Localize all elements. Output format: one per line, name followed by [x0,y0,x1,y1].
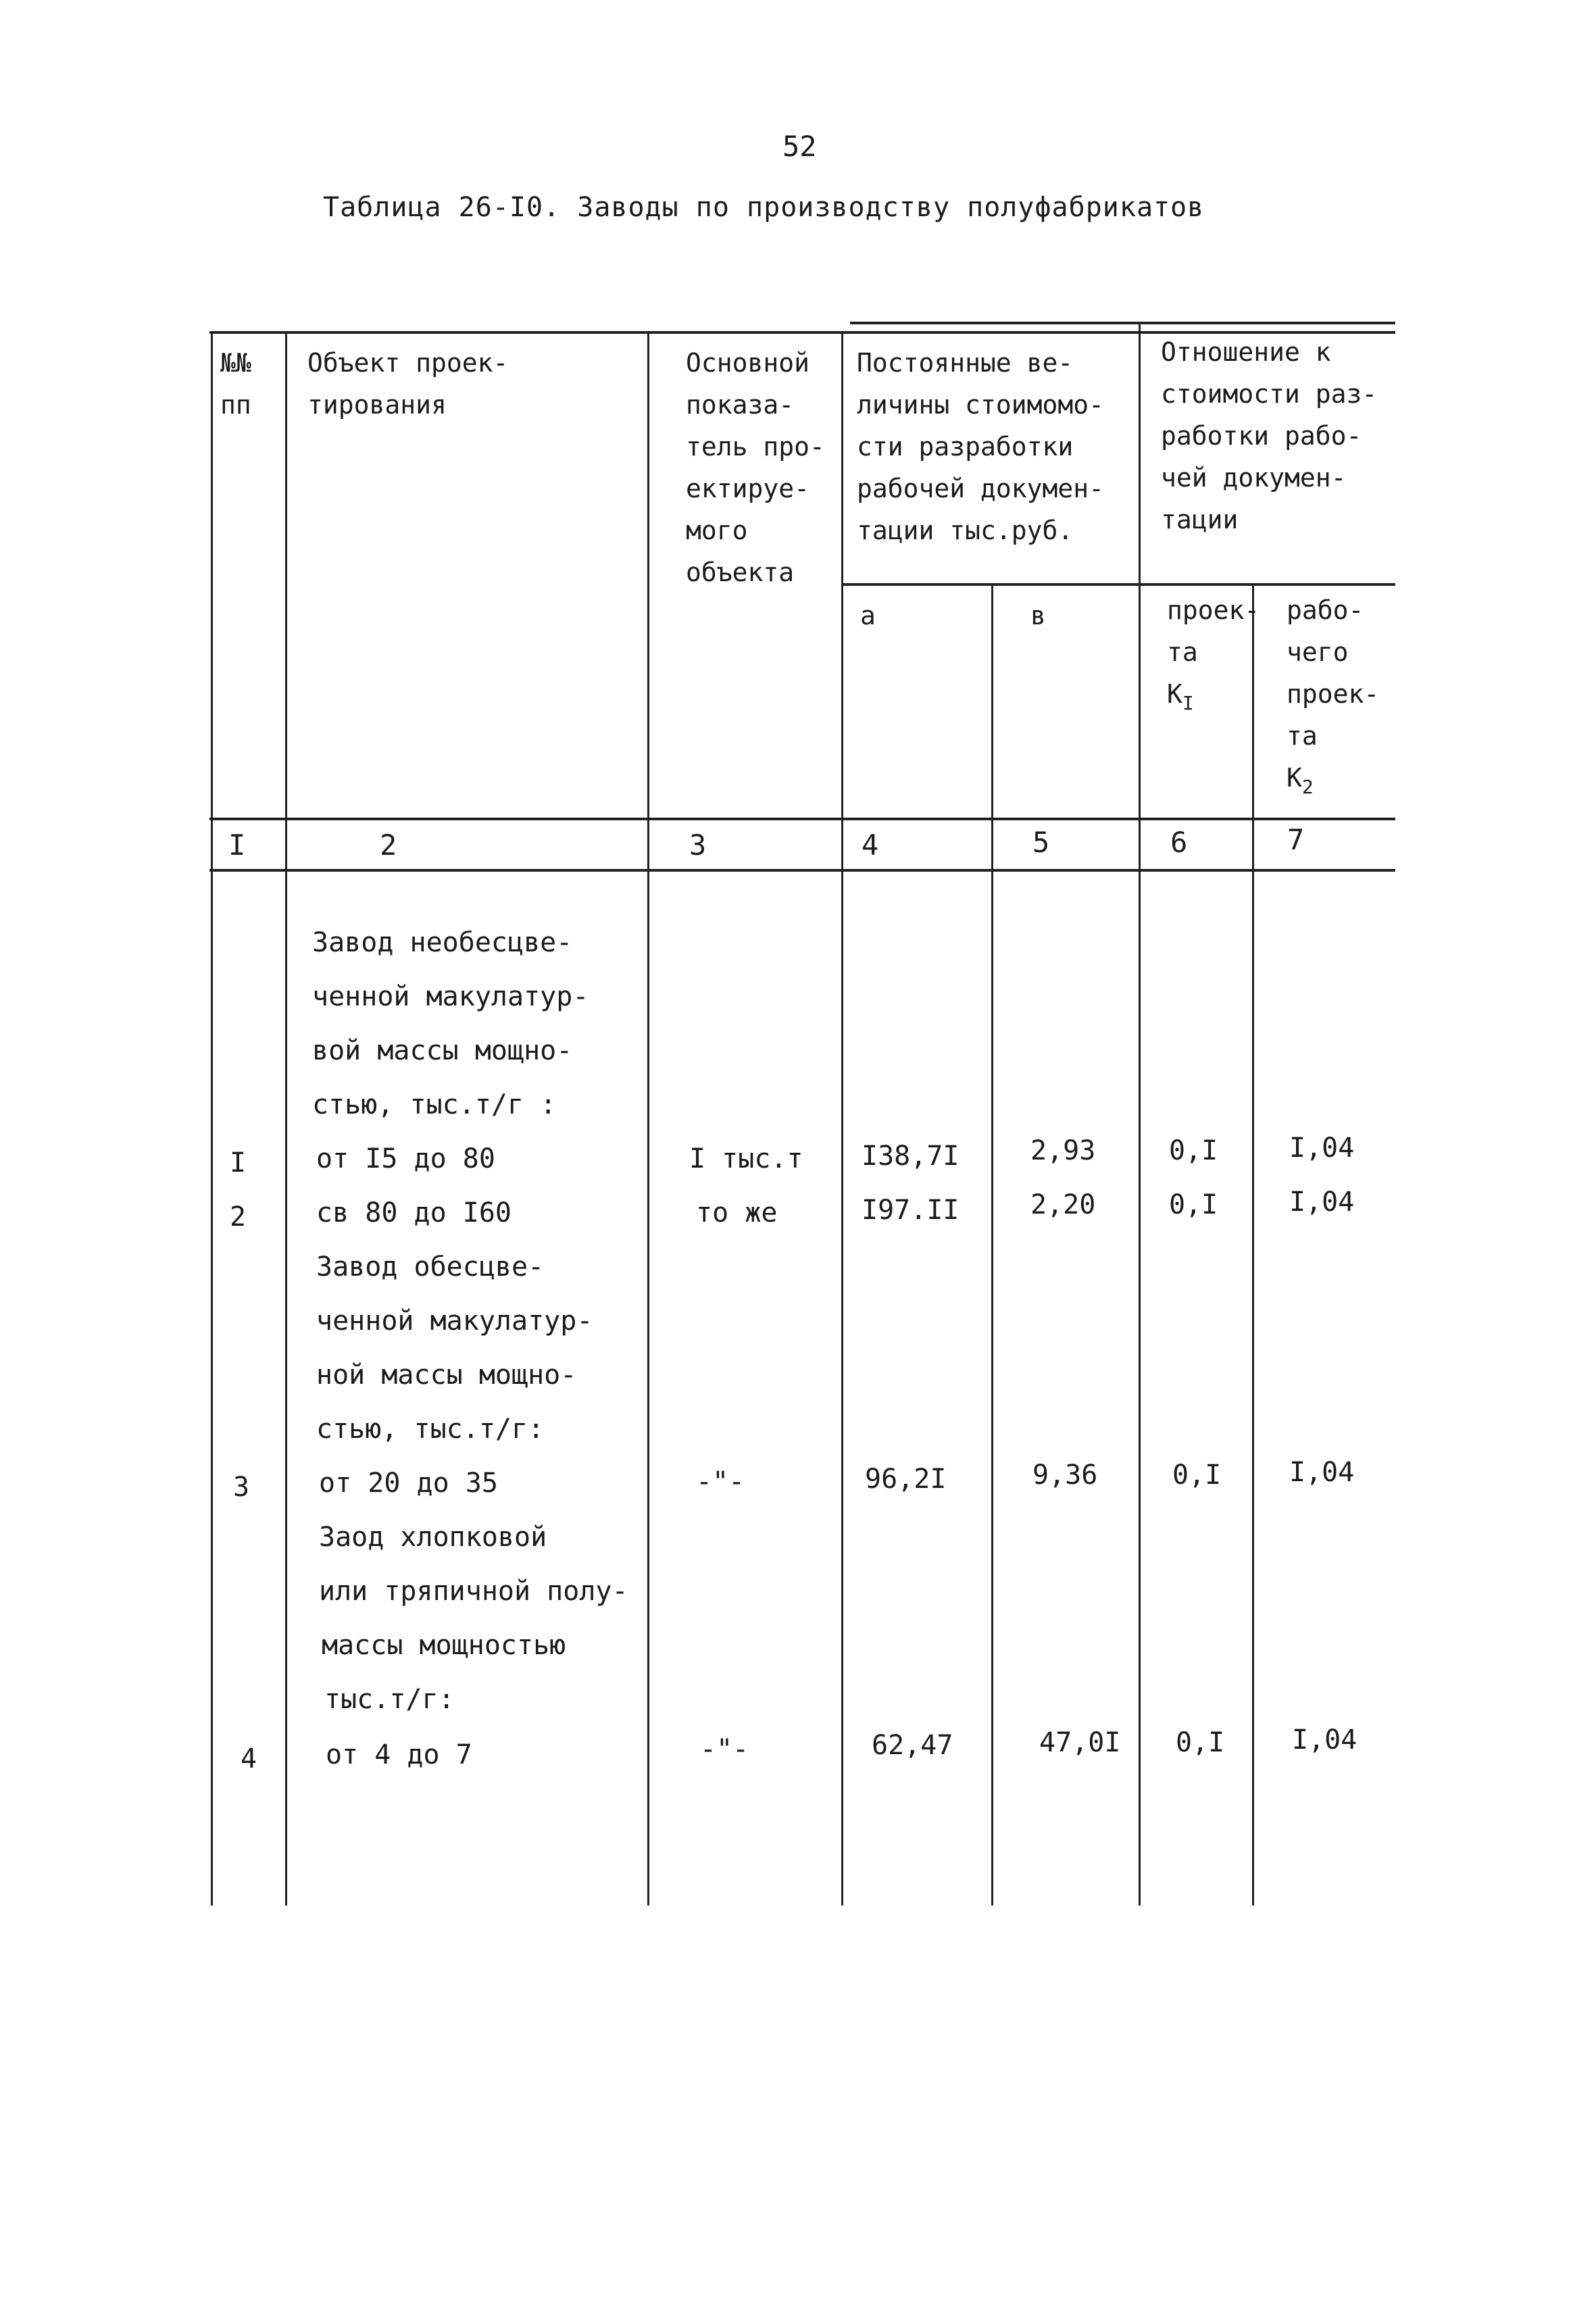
row-4-basis: -"- [700,1734,749,1765]
row-4-number: 4 [241,1743,257,1774]
header-bottom-border [209,818,1395,820]
row-3-k2: I,04 [1289,1457,1355,1488]
group-1-line-2: ченной макулатур- [312,981,589,1012]
row-1-k1: 0,I [1169,1135,1218,1166]
header-subdivider [841,583,1395,586]
group-3-line-4: тыс.т/г: [324,1684,455,1715]
col-number-3: 3 [689,828,707,862]
group-1-line-4: стью, тыс.т/г : [312,1089,557,1120]
row-3-value-a: 96,2I [865,1464,947,1495]
header-col-5: в [1030,601,1046,630]
row-2-k1: 0,I [1169,1189,1218,1220]
row-3-basis: -"- [696,1466,745,1497]
row-2-value-b: 2,20 [1030,1189,1096,1220]
col-number-1: I [228,828,246,862]
group-3-line-1: Заод хлопковой [319,1522,547,1553]
row-1-value-b: 2,93 [1030,1135,1096,1166]
header-col-3: Основной показа- тель про- ектируе- мого объекта [686,348,825,587]
group-2-line-1: Завод обесцве- [316,1251,545,1283]
header-col-6-symbol: К [1167,679,1182,709]
row-1-basis: I тыс.т [689,1143,803,1174]
header-col-6-7: Отношение к стоимости раз- работки рабо- чей докумен- тации [1161,337,1378,534]
col-line-4 [991,583,993,1906]
row-2-k2: I,04 [1289,1187,1355,1218]
group-2-line-4: стью, тыс.т/г: [316,1414,545,1445]
col-number-2: 2 [380,828,397,862]
col-line-6 [1252,583,1254,1906]
row-2-value-a: I97.II [862,1195,959,1226]
row-3-value-b: 9,36 [1032,1460,1098,1491]
header-col-4-5: Постоянные ве- личины стоимомо- сти разработки рабочей докумен- тации тыс.руб. [857,348,1105,545]
row-4-value-b: 47,0I [1039,1727,1121,1758]
row-3-number: 3 [233,1472,250,1503]
header-col-6-text: проек- та [1167,595,1260,667]
group-3-line-3: массы мощностью [322,1630,566,1661]
row-1-number: I [230,1147,247,1178]
table-title: Таблица 26-I0. Заводы по производству полуфабрикатов [323,192,1205,223]
row-1-name: от I5 до 80 [316,1143,495,1174]
group-2-line-2: ченной макулатур- [316,1305,593,1337]
header-col-7-symbol: К [1287,763,1302,793]
header-col-1: №№ пп [220,348,251,420]
row-2-number: 2 [230,1201,247,1233]
row-4-k1: 0,I [1176,1727,1225,1758]
row-4-name: от 4 до 7 [326,1739,472,1770]
row-1-k2: I,04 [1289,1132,1355,1164]
col-line-3 [841,331,843,1906]
header-col-7-text: рабо- чего проек- та [1287,595,1380,751]
col-number-5: 5 [1032,826,1050,859]
header-col-2: Объект проек- тирования [307,348,509,420]
col-line-2 [647,331,649,1906]
numbers-row-bottom [209,869,1395,872]
row-3-k1: 0,I [1172,1460,1222,1491]
col-number-4: 4 [862,828,879,862]
header-top-right [850,322,1395,324]
header-col-7 [1287,589,1393,808]
col-number-7: 7 [1287,823,1305,856]
group-1-line-1: Завод необесцве- [312,927,573,958]
row-3-name: от 20 до 35 [319,1468,498,1499]
row-1-value-a: I38,7I [862,1141,959,1172]
page-number: 52 [782,130,817,163]
header-col-4: а [860,601,876,630]
col-line-1 [285,331,287,1906]
row-4-value-a: 62,47 [872,1730,953,1761]
col-line-left [211,331,213,1906]
group-1-line-3: вой массы мощно- [312,1035,573,1066]
group-2-line-3: ной массы мощно- [316,1360,577,1391]
row-2-basis: то же [696,1197,778,1228]
header-col-7-subscript: 2 [1301,776,1314,798]
col-line-5 [1139,322,1141,1906]
header-col-6 [1167,589,1260,724]
header-col-6-subscript: I [1182,692,1194,714]
row-2-name: св 80 до I60 [316,1197,512,1228]
col-number-6: 6 [1170,826,1188,859]
group-3-line-2: или тряпичной полу- [319,1576,628,1607]
row-4-k2: I,04 [1292,1724,1357,1756]
